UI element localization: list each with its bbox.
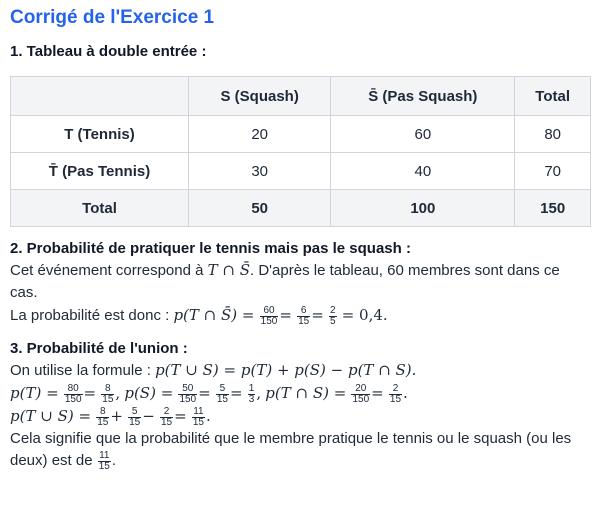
conclusion [10, 428, 590, 472]
fraction: $\frac{1}{3}$ [248, 382, 255, 405]
section-3-heading: 3. Probabilité de l'union : [10, 340, 188, 357]
section-3-body [10, 359, 590, 472]
table-header-cell [11, 77, 189, 116]
table-cell: 60 [331, 116, 515, 153]
row-label: T (Tennis) [11, 116, 189, 153]
math-label: p(S) = [124, 384, 174, 402]
math-label: p(T) = [10, 384, 59, 402]
section-1-heading: 1. Tableau à double entrée : [10, 43, 207, 60]
fraction: $\frac{60}{150}$ [260, 304, 278, 327]
table-cell: 50 [189, 190, 331, 227]
result: = 0,4. [341, 306, 388, 324]
row-label: T̄ (Pas Tennis) [11, 153, 189, 190]
formula-line [10, 359, 590, 382]
fraction: $\frac{2}{15}$ [160, 405, 173, 428]
text: Cet événement correspond à [10, 262, 204, 279]
fraction: $\frac{8}{15}$ [97, 405, 109, 428]
double-entry-table [10, 76, 591, 227]
section-2-paragraph [10, 259, 590, 304]
fraction: $\frac{2}{5}$ [329, 304, 336, 327]
math-label: p(T ∩ S) = [265, 384, 347, 402]
values-line: p(T) = $\frac{80}{150}$ = $\frac{8}{15}$ , p(S) = $\frac{50}{150}$ = $\frac{5}{15}$ = $\frac{1}{3}$ , p(T ∩ S) = $\frac{20}{150}$ = $\frac{2}{15}$ . [10, 382, 408, 405]
table-cell: 100 [331, 190, 515, 227]
fraction: $\frac{5}{15}$ [129, 405, 141, 428]
text: La probabilité est donc : [10, 307, 170, 324]
table-header-cell: Total [515, 77, 591, 116]
table-cell: 70 [515, 153, 591, 190]
fraction: $\frac{11}{15}$ [192, 405, 204, 428]
fraction: $\frac{50}{150}$ [179, 382, 197, 405]
fraction: $\frac{5}{15}$ [216, 382, 228, 405]
table-header-row [11, 77, 591, 116]
row-label: Total [11, 190, 189, 227]
text: Cela signifie que la probabilité que le membre pratique le tennis ou le squash (ou les deux) est de [10, 430, 572, 469]
table-row [11, 153, 591, 190]
table-total-row [11, 190, 591, 227]
math-label: p(T ∪ S) = [10, 407, 92, 425]
fraction: $\frac{11}{15}$ [98, 449, 110, 472]
text: . [111, 452, 117, 469]
section-2-probability: La probabilité est donc : p(T ∩ S̄) = $\frac{60}{150}$ = $\frac{6}{15}$ = $\frac{2}{5}$ = 0,4. [10, 304, 388, 327]
fraction: $\frac{6}{15}$ [298, 304, 310, 327]
table-cell: 80 [515, 116, 591, 153]
text: . D'après le tableau, 60 membres sont dans ce cas. [10, 262, 560, 301]
section-2-body [10, 259, 590, 327]
fraction: $\frac{20}{150}$ [352, 382, 370, 405]
fraction: $\frac{80}{150}$ [64, 382, 82, 405]
section-2-heading: 2. Probabilité de pratiquer le tennis mais pas le squash : [10, 240, 411, 257]
formula: p(T ∪ S) = p(T) + p(S) − p(T ∩ S). [155, 361, 417, 379]
table-cell: 150 [515, 190, 591, 227]
math-label: p(T ∩ S̄) = [173, 306, 255, 324]
union-line: p(T ∪ S) = $\frac{8}{15}$ + $\frac{5}{15}$ − $\frac{2}{15}$ = $\frac{11}{15}$ . [10, 405, 211, 428]
fraction: $\frac{8}{15}$ [102, 382, 114, 405]
table-cell: 40 [331, 153, 515, 190]
table-cell: 30 [189, 153, 331, 190]
text: On utilise la formule : [10, 362, 151, 379]
table-header-cell: S (Squash) [189, 77, 331, 116]
fraction: $\frac{2}{15}$ [389, 382, 402, 405]
table-cell: 20 [189, 116, 331, 153]
math-event: T ∩ S̄ [207, 261, 251, 279]
page-title: Corrigé de l'Exercice 1 [10, 7, 215, 28]
table-row [11, 116, 591, 153]
table-header-cell: S̄ (Pas Squash) [331, 77, 515, 116]
